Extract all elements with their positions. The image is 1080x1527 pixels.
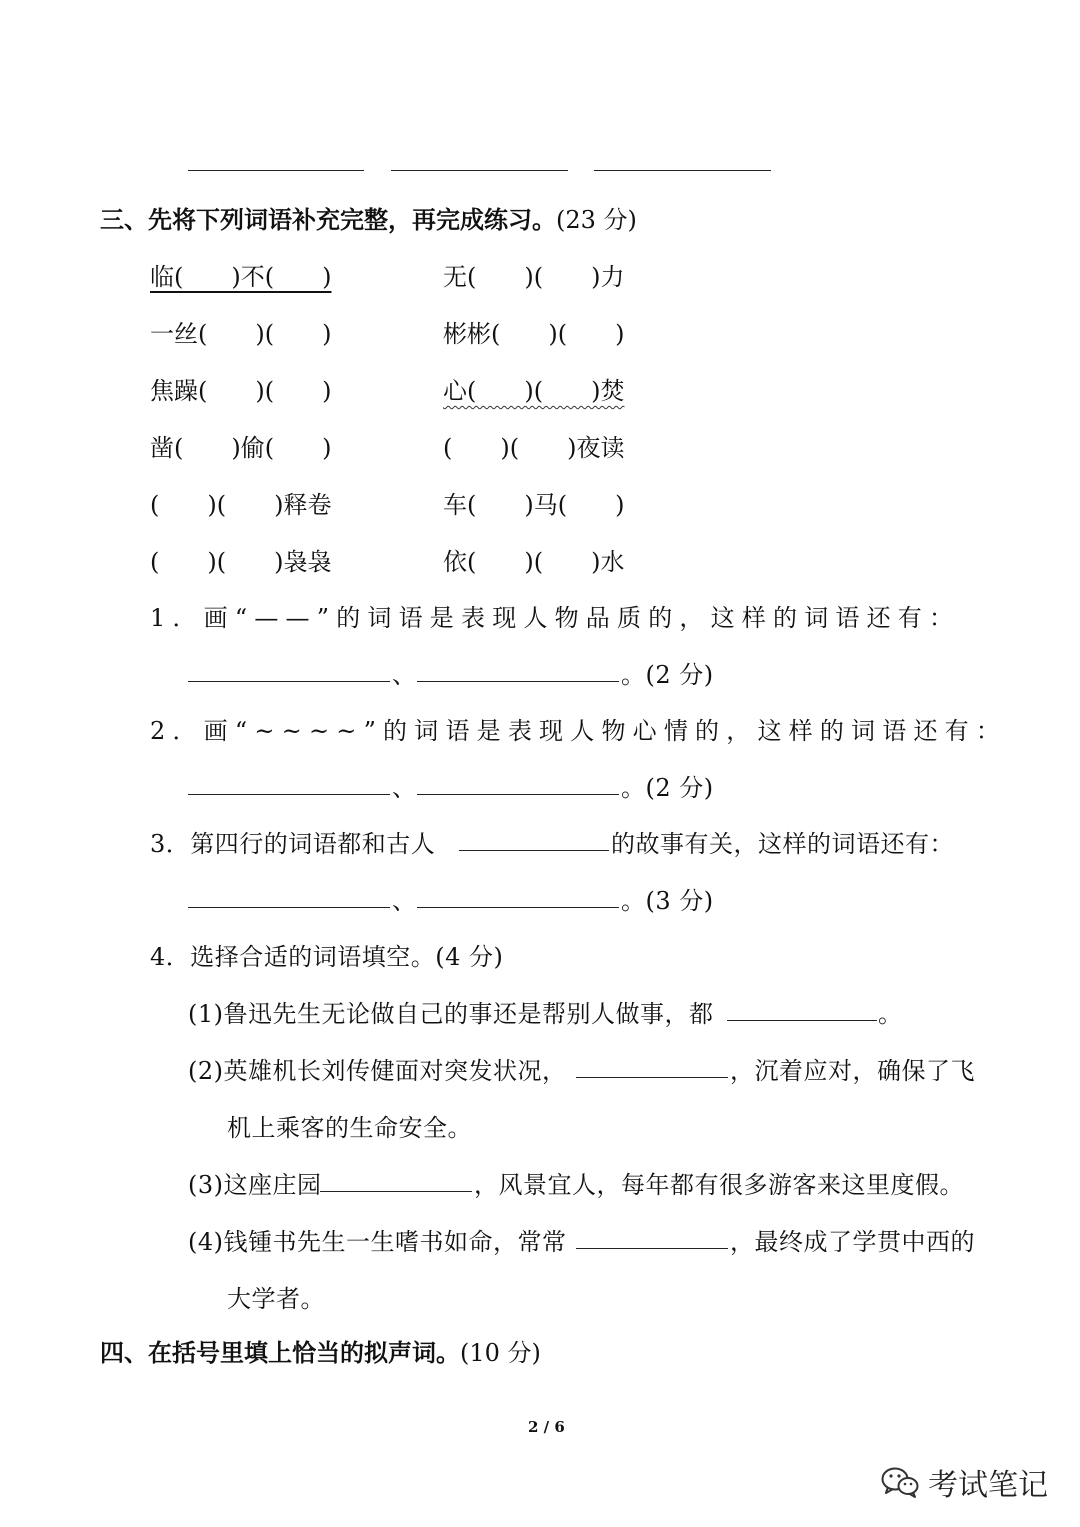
question-3-blank-2[interactable] — [417, 907, 619, 908]
answer-line-top-1[interactable] — [188, 170, 364, 171]
question-4-1-post: 。 — [878, 1000, 903, 1028]
question-1-text: 1．画“——”的词语是表现人物品质的，这样的词语还有： — [150, 604, 961, 632]
answer-line-top-2[interactable] — [391, 170, 568, 171]
word-left-3: 焦躁( )( ) — [150, 377, 332, 405]
question-4-2-post: ，沉着应对，确保了飞 — [730, 1057, 975, 1085]
section-4-title-text: 四、在括号里填上恰当的拟声词。 — [100, 1339, 460, 1367]
word-right-2: 彬彬( )( ) — [443, 320, 625, 348]
question-4-2-pre: (2)英雄机长刘传健面对突发状况， — [188, 1057, 567, 1085]
section-4-title — [100, 1333, 541, 1368]
word-right-3: 心( )( )焚 — [443, 377, 625, 405]
question-4-title: 4．选择合适的词语填空。(4 分) — [150, 943, 504, 971]
section-4-points: (10 分) — [460, 1339, 541, 1367]
word-right-5: 车( )马( ) — [443, 491, 625, 519]
question-1-end: 。(2 分) — [621, 661, 714, 689]
question-2-separator: 、 — [392, 774, 417, 802]
question-4-4-blank[interactable] — [576, 1248, 728, 1249]
section-3-points: (23 分) — [556, 206, 637, 234]
word-left-4: 凿( )偷( ) — [150, 434, 332, 462]
question-4-2-continued: 机上乘客的生命安全。 — [227, 1114, 472, 1142]
question-2-blank-2[interactable] — [417, 794, 619, 795]
question-4-1-blank[interactable] — [727, 1020, 877, 1021]
watermark — [880, 1460, 1048, 1504]
question-4-1-pre: (1)鲁迅先生无论做自己的事还是帮别人做事，都 — [188, 1000, 714, 1028]
question-4-3-blank[interactable] — [320, 1191, 472, 1192]
question-4-4-continued: 大学者。 — [227, 1285, 325, 1313]
word-left-1: 临( )不( ) — [150, 263, 332, 291]
question-2-blank-1[interactable] — [188, 794, 390, 795]
word-right-6: 依( )( )水 — [443, 548, 625, 576]
section-3-title — [100, 200, 637, 235]
question-2-text: 2．画“~~~~”的词语是表现人物心情的，这样的词语还有： — [150, 717, 1008, 745]
question-1-blank-2[interactable] — [417, 681, 619, 682]
word-left-2: 一丝( )( ) — [150, 320, 332, 348]
question-3-pre: 3．第四行的词语都和古人 — [150, 830, 436, 858]
question-1-separator: 、 — [392, 661, 417, 689]
question-4-3-post: ，风景宜人，每年都有很多游客来这里度假。 — [474, 1171, 964, 1199]
watermark-text: 考试笔记 — [928, 1468, 1048, 1503]
question-4-4-post: ，最终成了学贯中西的 — [730, 1228, 975, 1256]
question-3-end: 。(3 分) — [621, 887, 714, 915]
question-3-separator: 、 — [392, 887, 417, 915]
question-3-blank-inline[interactable] — [459, 850, 609, 851]
word-right-1: 无( )( )力 — [443, 263, 625, 291]
question-1-blank-1[interactable] — [188, 681, 390, 682]
question-3-blank-1[interactable] — [188, 907, 390, 908]
answer-line-top-3[interactable] — [594, 170, 771, 171]
word-right-4: ( )( )夜读 — [443, 434, 625, 462]
question-4-2-blank[interactable] — [576, 1077, 728, 1078]
question-4-3-pre: (3)这座庄园 — [188, 1171, 322, 1199]
question-3-post: 的故事有关，这样的词语还有： — [611, 830, 954, 858]
question-2-end: 。(2 分) — [621, 774, 714, 802]
page-number: 2 / 6 — [528, 1418, 565, 1436]
question-4-4-pre: (4)钱锺书先生一生嗜书如命，常常 — [188, 1228, 567, 1256]
word-left-6: ( )( )袅袅 — [150, 548, 332, 576]
wechat-icon — [880, 1465, 920, 1499]
word-left-5: ( )( )释卷 — [150, 491, 332, 519]
section-3-title-text: 三、先将下列词语补充完整，再完成练习。 — [100, 206, 556, 234]
